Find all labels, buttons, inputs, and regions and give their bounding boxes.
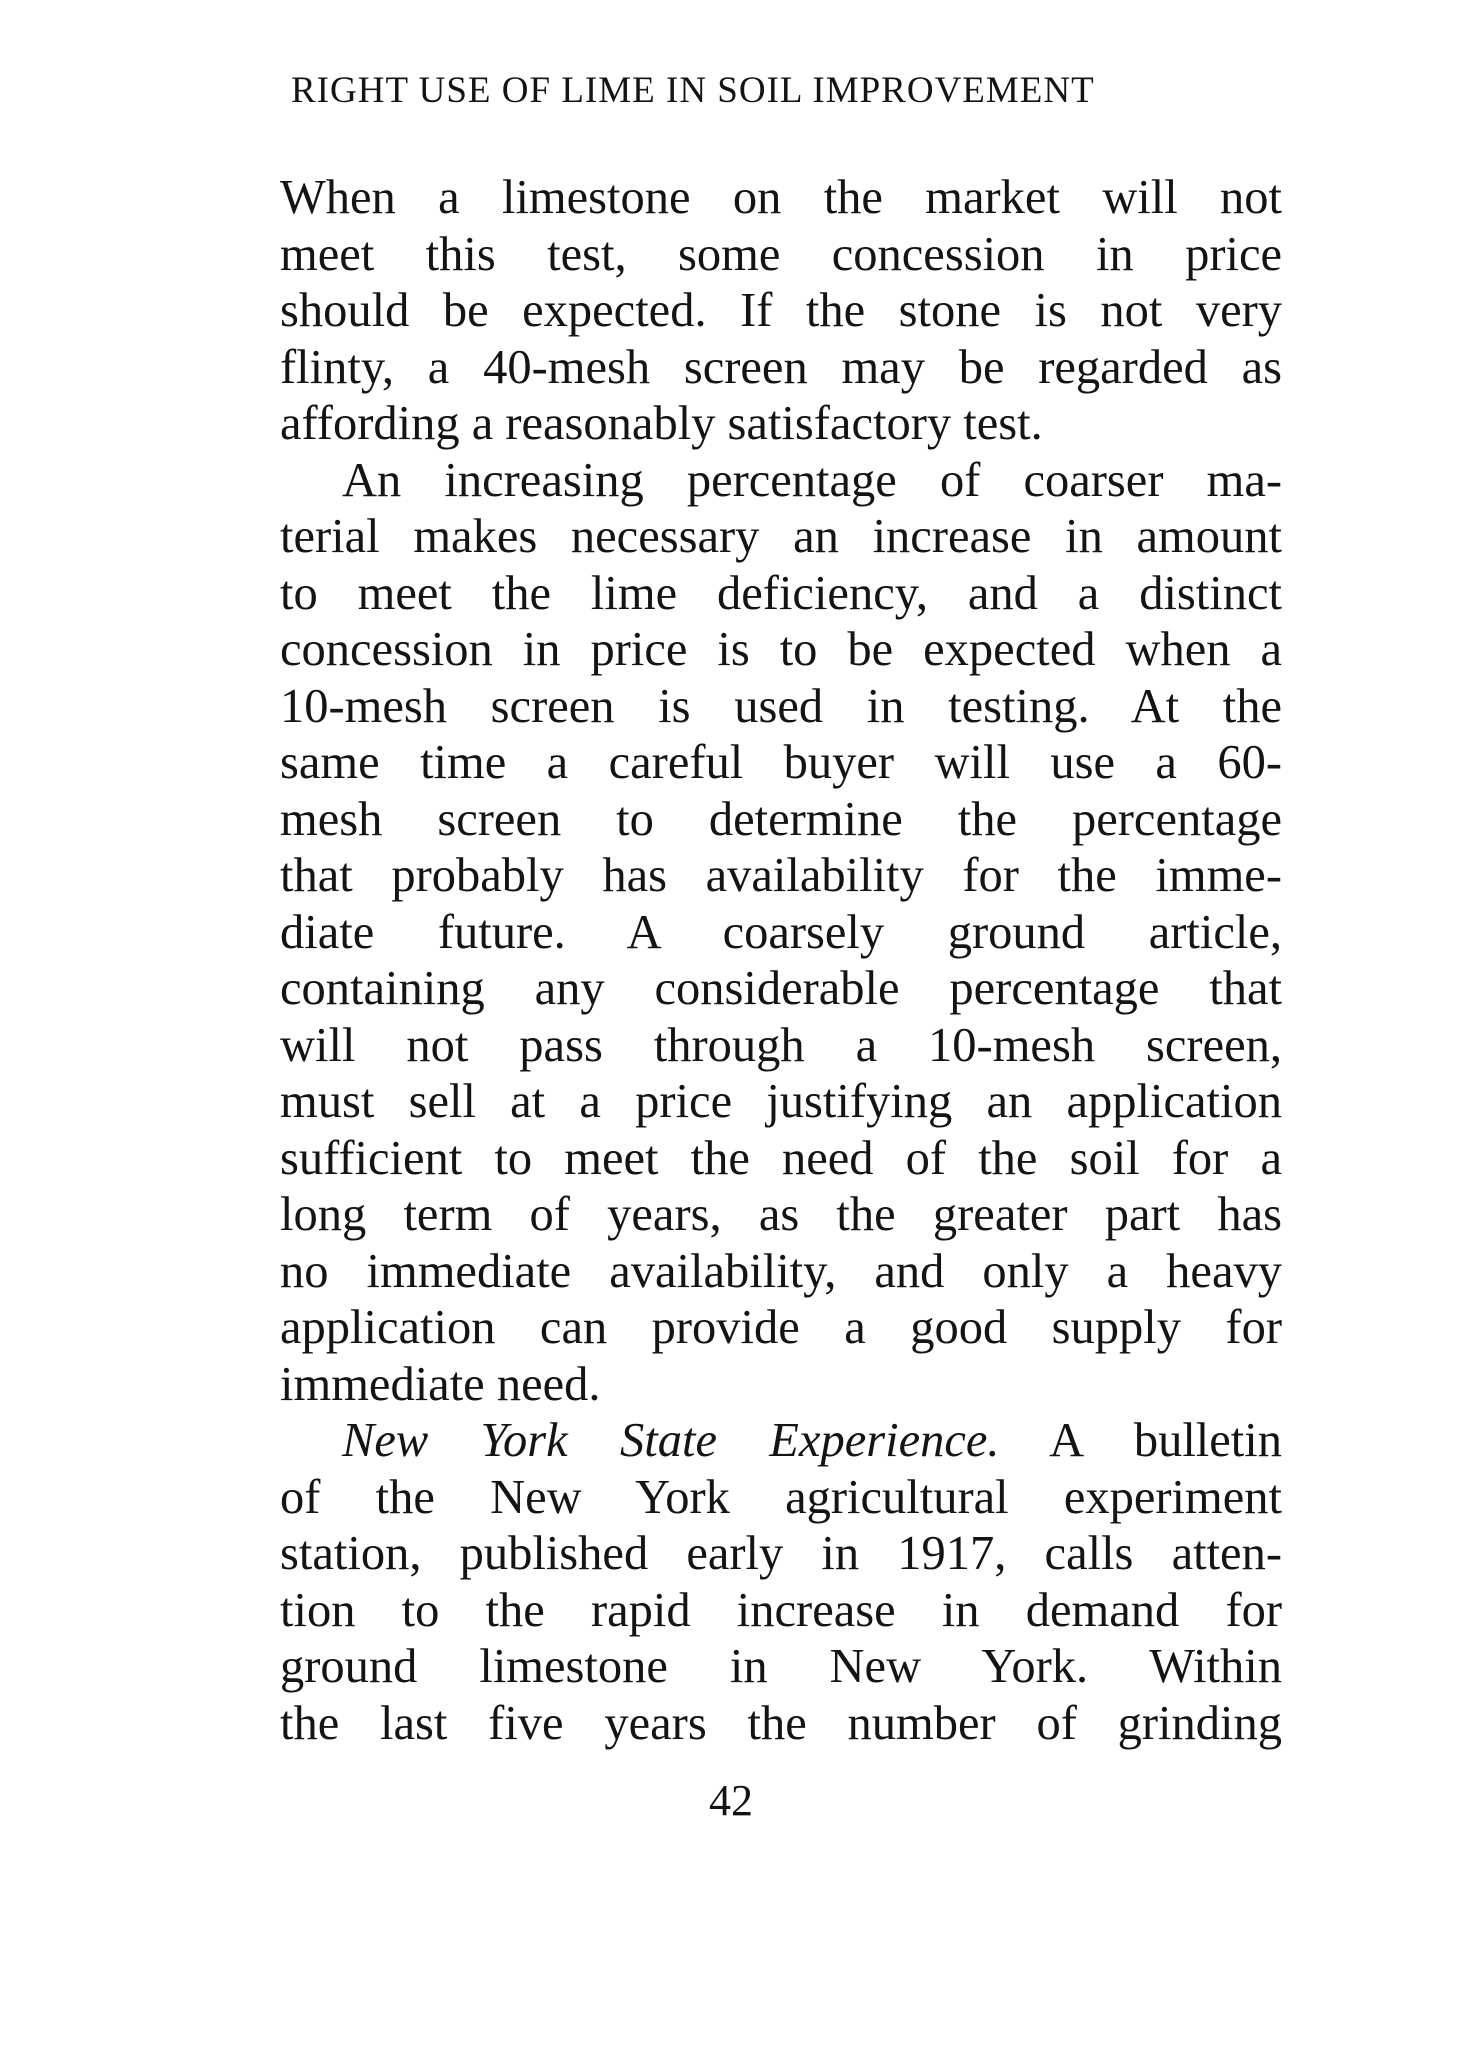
paragraph-2-line: no immediate availability, and only a heavy — [280, 1244, 1282, 1298]
paragraph-1-line: affording a reasonably satisfactory test. — [280, 397, 1043, 450]
paragraph-3-line: tion to the rapid increase in demand for — [280, 1583, 1282, 1637]
running-head: RIGHT USE OF LIME IN SOIL IMPROVEMENT — [291, 70, 1095, 111]
paragraph-3-first-line — [280, 1413, 1282, 1470]
paragraph-2-line: that probably has availability for the imme- — [280, 849, 1282, 902]
paragraph-1-line: meet this test, some concession in price — [280, 227, 1282, 281]
paragraph-3-line: the last five years the number of grinding — [280, 1696, 1282, 1750]
paragraph-1-line: When a limestone on the market will not — [280, 171, 1282, 224]
paragraph-3-line-rest: A bulletin — [1049, 1414, 1283, 1467]
paragraph-2-line: An increasing percentage of coarser ma- — [342, 453, 1282, 507]
paragraph-2-line: 10-mesh screen is used in testing. At the — [280, 679, 1282, 733]
paragraph-1-line: flinty, a 40-mesh screen may be regarded as — [280, 340, 1282, 394]
paragraph-2-line: immediate need. — [280, 1357, 601, 1411]
paragraph-2-line: containing any considerable percentage that — [280, 962, 1282, 1015]
paragraph-1-line: should be expected. If the stone is not very — [280, 284, 1282, 337]
section-heading: New York State Experience. — [342, 1414, 1000, 1467]
paragraph-2-line: diate future. A coarsely ground article, — [280, 905, 1282, 959]
paragraph-2-line: application can provide a good supply for — [280, 1301, 1282, 1354]
paragraph-2-line: mesh screen to determine the percentage — [280, 792, 1282, 846]
page-number: 42 — [709, 1776, 753, 1825]
paragraph-2-line: to meet the lime deficiency, and a distinct — [280, 566, 1282, 620]
paragraph-2-line: must sell at a price justifying an application — [280, 1075, 1282, 1128]
paragraph-3-line: station, published early in 1917, calls atten- — [280, 1527, 1282, 1580]
paragraph-2-line: terial makes necessary an increase in amount — [280, 510, 1282, 563]
body-text — [280, 170, 1282, 1752]
paragraph-3-line: of the New York agricultural experiment — [280, 1470, 1282, 1524]
paragraph-2-line: concession in price is to be expected when a — [280, 623, 1282, 676]
paragraph-2-line: long term of years, as the greater part has — [280, 1188, 1282, 1241]
paragraph-2-line: will not pass through a 10-mesh screen, — [280, 1018, 1282, 1072]
paragraph-3-line: ground limestone in New York. Within — [280, 1640, 1282, 1693]
paragraph-2-line: same time a careful buyer will use a 60- — [280, 736, 1282, 789]
paragraph-2-line: sufficient to meet the need of the soil for a — [280, 1131, 1282, 1185]
